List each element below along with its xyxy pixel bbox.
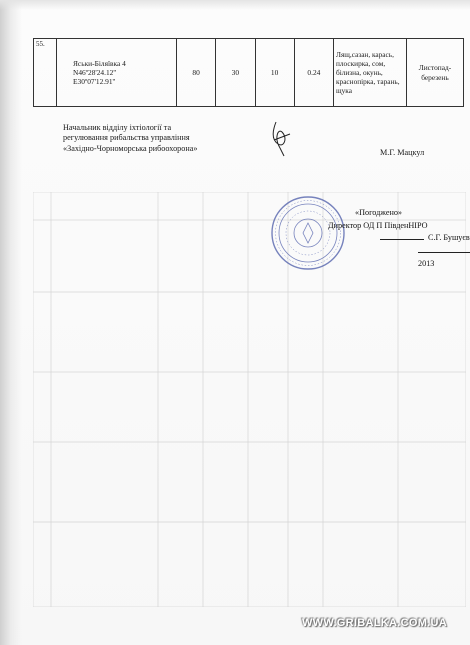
table-row bbox=[34, 39, 464, 107]
site-longitude: E30º07'12.91'' bbox=[73, 77, 116, 87]
scan-shadow-left bbox=[0, 0, 22, 645]
approval-heading: «Погоджено» bbox=[355, 208, 403, 217]
approval-position: Директор ОД П ПівденНІРО bbox=[328, 220, 428, 230]
signature-line-1: Начальник відділу іхтіології та bbox=[63, 123, 172, 132]
handwritten-signature-icon bbox=[268, 118, 294, 158]
row-number: 55. bbox=[34, 39, 57, 107]
approval-date-line bbox=[300, 245, 470, 270]
signature-line-3: «Західно-Чорноморська рибоохорона» bbox=[63, 143, 198, 153]
site-latitude: N46º28'24.12'' bbox=[73, 67, 117, 77]
signatory-name: М.Г. Мацкул bbox=[380, 148, 425, 157]
site-watermark: WWW.GRIBALKA.COM.UA bbox=[302, 617, 448, 629]
site-name-cell bbox=[57, 39, 177, 107]
date-blank-line bbox=[418, 252, 470, 253]
signature-line-2: регулювання рибальства управління bbox=[63, 133, 190, 143]
scan-shadow-top bbox=[0, 0, 470, 10]
season-cell: Листопад-березень bbox=[407, 39, 464, 107]
site-name: Яськи-Біляївка 4 bbox=[73, 58, 126, 68]
fishing-sites-table bbox=[33, 38, 464, 107]
signature-line bbox=[380, 239, 424, 240]
approval-block bbox=[300, 207, 470, 271]
value-cell-4: 0.24 bbox=[294, 39, 333, 107]
fish-species-cell: Лящ,сазан, карась, плоскирка, сом, білизна, окунь, краснопірка, тарань, щука bbox=[334, 39, 407, 107]
value-cell-3: 10 bbox=[255, 39, 294, 107]
approval-signer: С.Г. Бушуєв bbox=[428, 233, 470, 243]
value-cell-2: 30 bbox=[216, 39, 255, 107]
approval-signer-line bbox=[300, 232, 470, 245]
approval-year: 2013 bbox=[418, 258, 435, 268]
value-cell-1: 80 bbox=[177, 39, 216, 107]
